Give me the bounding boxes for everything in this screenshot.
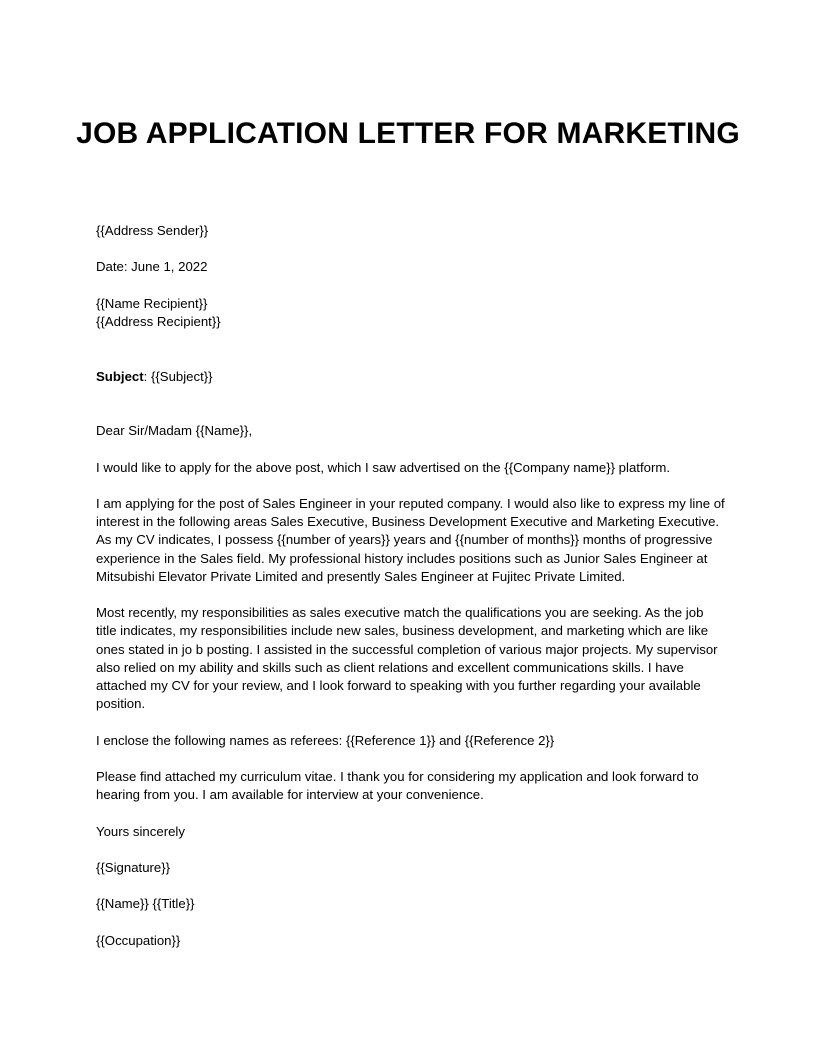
paragraph-experience: I am applying for the post of Sales Engineer in your reputed company. I would also like to express my line of interest in the following areas Sales Executive, Business Development Executive and Marketing Executive. As my CV indicates, I possess {{number of years}} years and {{number of months}} months of progressive experience in the Sales field. My professional history includes positions such as Junior Sales Engineer at Mitsubishi Elevator Private Limited and presently Sales Engineer at Fujitec Private Limited. [96,495,725,584]
signature-placeholder: {{Signature}} [96,859,171,875]
recipient-address: {{Address Recipient}} [96,313,221,329]
complimentary-close: Yours sincerely [96,823,185,839]
letter-date: Date: June 1, 2022 [96,259,208,275]
salutation: Dear Sir/Madam {{Name}}, [96,423,253,439]
subject-line [96,368,726,386]
recipient-name: {{Name Recipient}} [96,295,208,311]
paragraph-intro: I would like to apply for the above post, which I saw advertised on the {{Company name}} platform. [96,459,670,475]
name-title-placeholder: {{Name}} {{Title}} [96,896,195,912]
subject-label: Subject [96,368,144,384]
paragraph-referees: I enclose the following names as referees: {{Reference 1}} and {{Reference 2}} [96,732,555,748]
document-title: JOB APPLICATION LETTER FOR MARKETING [76,117,740,150]
occupation-placeholder: {{Occupation}} [96,932,181,948]
letter-body [96,222,726,950]
paragraph-closing: Please find attached my curriculum vitae. I thank you for considering my application and look forward to hearing from you. I am available for interview at your convenience. [96,768,699,803]
paragraph-responsibilities: Most recently, my responsibilities as sales executive match the qualifications you are seeking. As the job title indicates, my responsibilities include new sales, business development, and marketing which are like ones stated in jo b posting. I assisted in the successful completion of various major projects. My supervisor also relied on my ability and skills such as client relations and excellent communications skills. I have attached my CV for your review, and I look forward to speaking with you further regarding your available position. [96,605,718,712]
sender-address: {{Address Sender}} [96,223,209,238]
subject-value: : {{Subject}} [143,368,213,384]
